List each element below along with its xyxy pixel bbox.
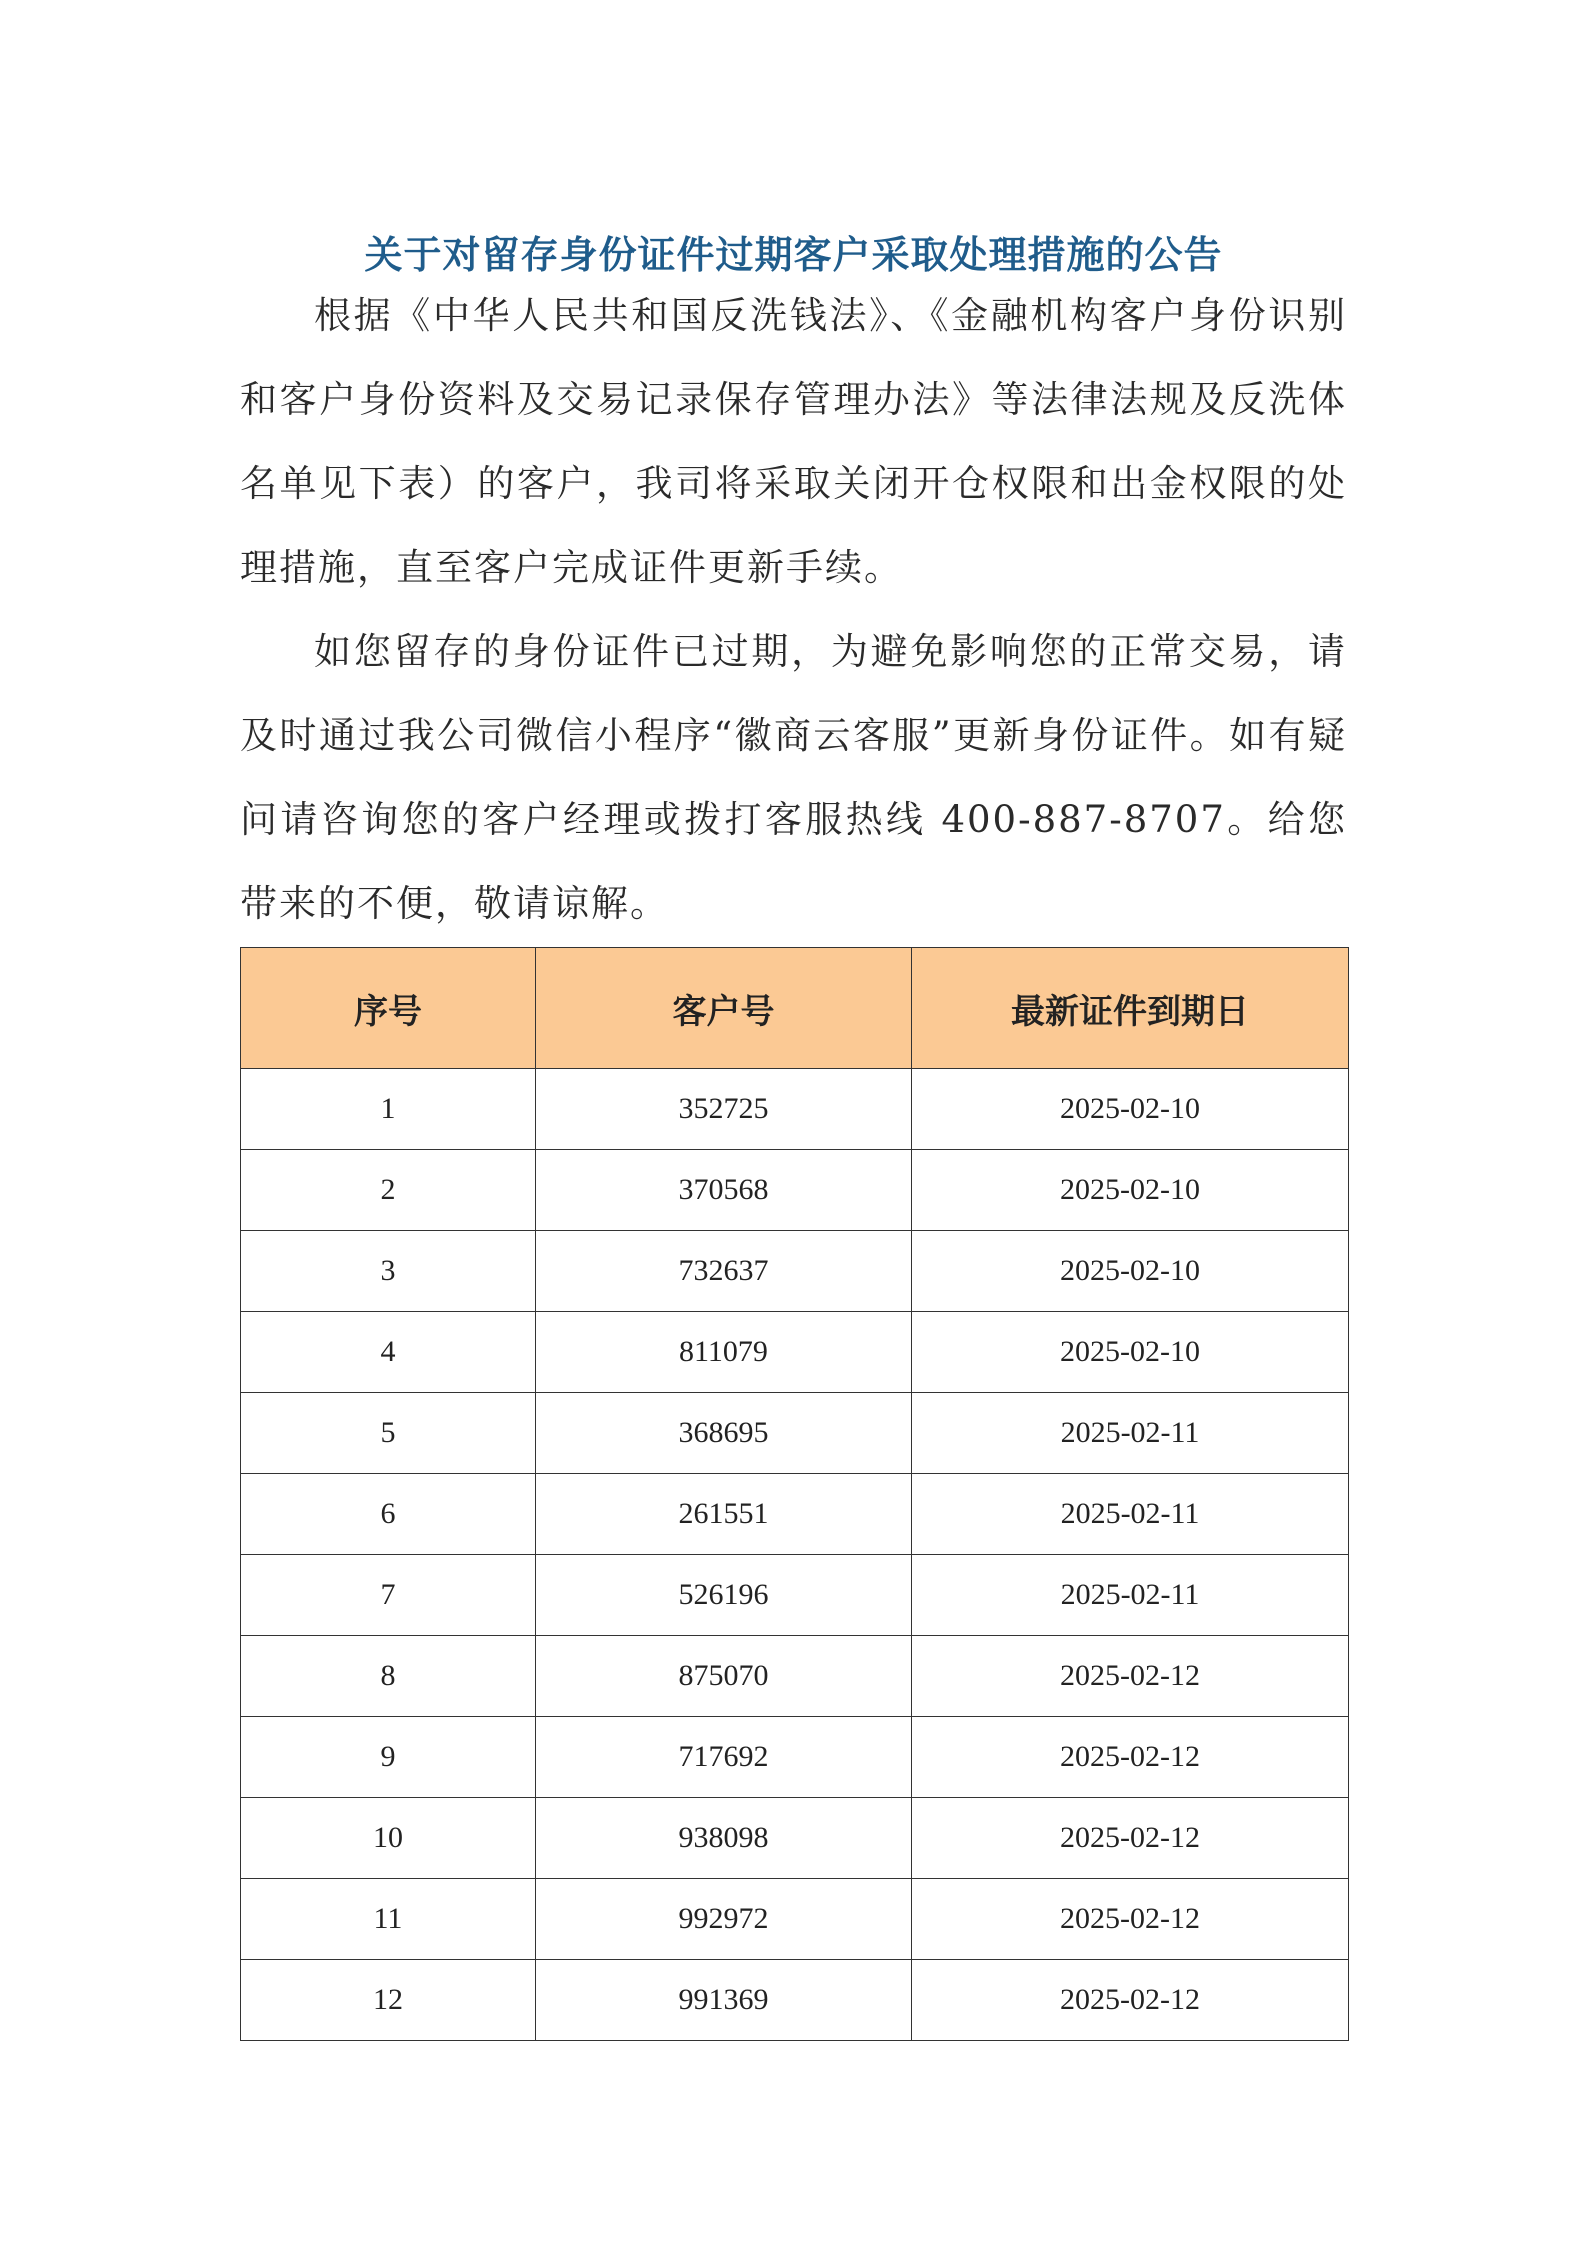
cell-serial-number: 11 [241,1879,536,1960]
cell-serial-number: 6 [241,1474,536,1555]
cell-customer-id: 717692 [536,1717,912,1798]
cell-customer-id: 370568 [536,1150,912,1231]
cell-serial-number: 5 [241,1393,536,1474]
cell-expiry-date: 2025-02-12 [912,1798,1349,1879]
table-row [241,1393,1349,1474]
cell-expiry-date: 2025-02-11 [912,1474,1349,1555]
cell-expiry-date: 2025-02-12 [912,1960,1349,2041]
cell-serial-number: 10 [241,1798,536,1879]
cell-expiry-date: 2025-02-11 [912,1555,1349,1636]
cell-customer-id: 991369 [536,1960,912,2041]
paragraph-text: 根据《中华人民共和国反洗钱法》、《金融机构客户身份识别和客户身份资料及交易记录保存管理办法》等法律法规及反洗体名单见下表）的客户，我司将采取关闭开仓权限和出金权限的处理措施，直至客户完成证件更新手续。 [240,294,1347,589]
cell-customer-id: 368695 [536,1393,912,1474]
table-row [241,1069,1349,1150]
notice-paragraph-1 [240,274,1347,610]
table-row [241,1717,1349,1798]
header-serial-number: 序号 [241,948,536,1069]
table-row [241,1231,1349,1312]
cell-customer-id: 811079 [536,1312,912,1393]
cell-expiry-date: 2025-02-10 [912,1312,1349,1393]
cell-expiry-date: 2025-02-11 [912,1393,1349,1474]
table-header-row [241,948,1349,1069]
cell-serial-number: 2 [241,1150,536,1231]
cell-serial-number: 7 [241,1555,536,1636]
cell-expiry-date: 2025-02-12 [912,1636,1349,1717]
cell-serial-number: 12 [241,1960,536,2041]
cell-customer-id: 992972 [536,1879,912,1960]
cell-customer-id: 526196 [536,1555,912,1636]
cell-customer-id: 875070 [536,1636,912,1717]
cell-customer-id: 938098 [536,1798,912,1879]
notice-title: 关于对留存身份证件过期客户采取处理措施的公告 [364,232,1223,278]
table-row [241,1150,1349,1231]
cell-expiry-date: 2025-02-10 [912,1150,1349,1231]
header-customer-id: 客户号 [536,948,912,1069]
header-id-expiry-date: 最新证件到期日 [912,948,1349,1069]
cell-serial-number: 4 [241,1312,536,1393]
cell-serial-number: 1 [241,1069,536,1150]
table-row [241,1879,1349,1960]
table-row [241,1798,1349,1879]
table-row [241,1474,1349,1555]
cell-customer-id: 352725 [536,1069,912,1150]
table-row [241,1555,1349,1636]
cell-expiry-date: 2025-02-12 [912,1879,1349,1960]
notice-paragraph-2 [240,610,1347,946]
cell-expiry-date: 2025-02-12 [912,1717,1349,1798]
table-row [241,1960,1349,2041]
paragraph-text: 如您留存的身份证件已过期，为避免影响您的正常交易，请及时通过我公司微信小程序“徽商云客服”更新身份证件。如有疑问请咨询您的客户经理或拨打客服热线 400-887-8707。给您带来的不便，敬请谅解。 [240,630,1347,925]
cell-serial-number: 8 [241,1636,536,1717]
table-row [241,1636,1349,1717]
table-row [241,1312,1349,1393]
cell-customer-id: 261551 [536,1474,912,1555]
cell-serial-number: 9 [241,1717,536,1798]
cell-customer-id: 732637 [536,1231,912,1312]
cell-expiry-date: 2025-02-10 [912,1231,1349,1312]
cell-serial-number: 3 [241,1231,536,1312]
expired-id-customer-table [240,947,1349,2041]
cell-expiry-date: 2025-02-10 [912,1069,1349,1150]
